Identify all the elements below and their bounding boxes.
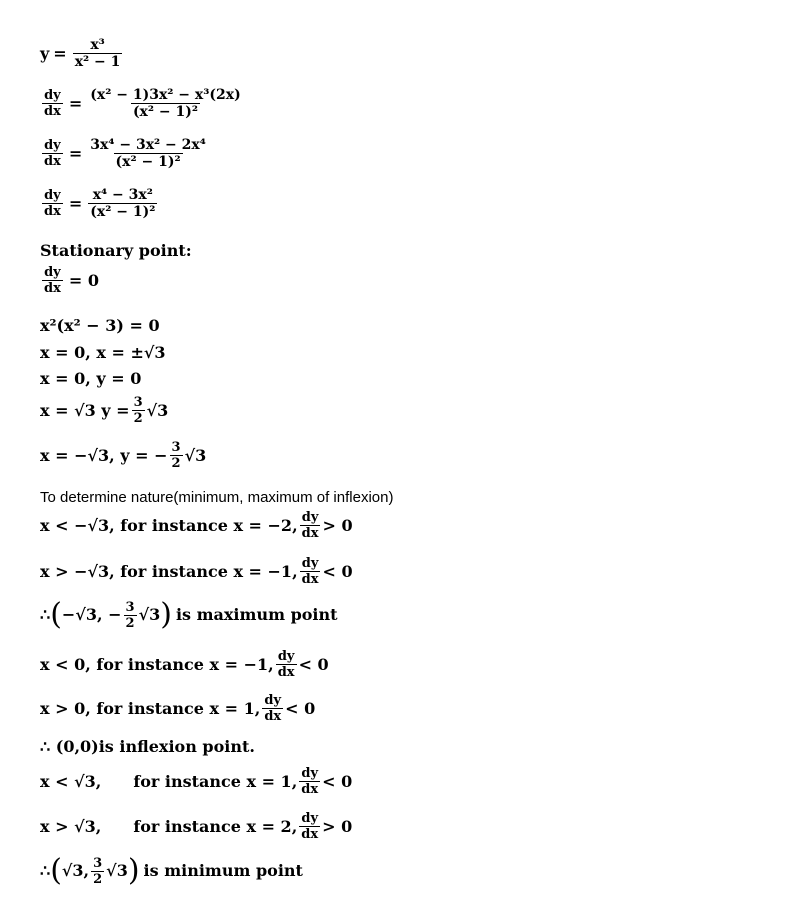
denominator: dx [44, 154, 61, 169]
numerator: dy [277, 649, 295, 664]
post-text: is maximum point [175, 605, 338, 624]
post-text: < 0 [285, 698, 316, 718]
denominator: 2 [93, 871, 103, 887]
numerator: dy [301, 556, 319, 571]
numerator: x³ [90, 37, 105, 53]
mid-text: for instance x = 1, [133, 771, 298, 791]
fraction-dydx [42, 89, 63, 118]
test-line-5 [40, 767, 352, 796]
denominator: 2 [133, 411, 143, 426]
equation-y [40, 38, 124, 69]
equation-dydx-zero [40, 266, 99, 295]
right-paren: ) [127, 853, 140, 888]
numerator: 3x⁴ − 3x² − 2x⁴ [90, 137, 206, 153]
equals-sign: = [68, 143, 83, 163]
fraction-dydx [276, 650, 297, 679]
post-text: < 0 [298, 654, 329, 674]
test-line-4 [40, 694, 315, 723]
coord-b: √3 [138, 605, 161, 624]
post-text: > 0 [322, 816, 353, 836]
coord-a: √3, [61, 861, 90, 880]
conclusion-inflexion: ∴ (0,0)is inflexion point. [40, 737, 255, 756]
test-line-2 [40, 557, 353, 586]
post-text: √3 [184, 445, 207, 465]
fraction-dydx [300, 557, 321, 586]
fraction-dydx [262, 694, 283, 723]
mid-text: for instance x = 2, [133, 816, 298, 836]
post-text: √3 [146, 400, 169, 420]
numerator: dy [301, 811, 319, 826]
denominator: dx [301, 782, 319, 797]
numerator: (x² − 1)3x² − x³(2x) [90, 87, 241, 103]
equals-sign: = [53, 43, 67, 63]
test-line-3 [40, 650, 329, 679]
denominator: dx [44, 104, 61, 119]
pre-text: x = −√3, y = − [40, 445, 168, 465]
equation-derivative-2 [40, 138, 210, 169]
equation-point-origin: x = 0, y = 0 [40, 369, 142, 388]
numerator: 3 [93, 855, 103, 871]
numerator: dy [44, 88, 61, 103]
test-line-1 [40, 511, 353, 540]
numerator: dy [301, 510, 319, 525]
fraction [124, 601, 137, 630]
numerator: dy [44, 188, 61, 203]
denominator: dx [44, 204, 61, 219]
fraction [88, 88, 242, 119]
test-line-6 [40, 812, 352, 841]
denominator: dx [301, 827, 319, 842]
pre-text: x < √3, [40, 771, 102, 791]
numerator: dy [264, 693, 282, 708]
left-paren: ( [50, 597, 62, 632]
heading-nature: To determine nature(minimum, maximum of inflexion) [40, 489, 394, 506]
equals-sign: = [68, 93, 83, 113]
left-paren: ( [50, 853, 62, 888]
lhs-text: y [40, 43, 50, 63]
equation-factored: x²(x² − 3) = 0 [40, 316, 160, 335]
fraction-dydx [42, 189, 63, 218]
fraction [132, 396, 145, 425]
fraction-dydx [42, 266, 63, 295]
numerator: 3 [171, 440, 181, 455]
numerator: dy [44, 265, 61, 280]
pre-text: x > −√3, for instance x = −1, [40, 561, 298, 581]
pre-text: x > √3, [40, 816, 102, 836]
equals-sign: = [68, 193, 83, 213]
post-text: is minimum point [143, 861, 303, 880]
numerator: 3 [133, 395, 143, 410]
denominator: 2 [171, 456, 181, 471]
fraction [88, 138, 208, 169]
conclusion-maximum [40, 597, 338, 632]
pre-text: x < 0, for instance x = −1, [40, 654, 274, 674]
fraction [170, 441, 183, 470]
fraction [73, 38, 123, 69]
denominator: (x² − 1)² [132, 104, 199, 120]
post-text: < 0 [322, 561, 353, 581]
denominator: dx [301, 572, 319, 587]
numerator: 3 [125, 599, 135, 615]
pre-text: x > 0, for instance x = 1, [40, 698, 261, 718]
fraction-dydx [42, 139, 63, 168]
equation-point-negative [40, 441, 206, 470]
post-text: > 0 [322, 515, 353, 535]
heading-stationary-point: Stationary point: [40, 241, 192, 260]
numerator: dy [44, 138, 61, 153]
pre-text: x < −√3, for instance x = −2, [40, 515, 298, 535]
denominator: 2 [125, 615, 135, 631]
denominator: dx [44, 281, 61, 296]
denominator: dx [277, 665, 295, 680]
therefore-sign: ∴ [40, 605, 51, 624]
rhs-text: = 0 [68, 270, 99, 290]
fraction-dydx [299, 767, 320, 796]
equation-derivative-1 [40, 88, 245, 119]
denominator: x² − 1 [74, 54, 121, 70]
coord-b: √3 [106, 861, 128, 880]
denominator: (x² − 1)² [90, 204, 156, 220]
numerator: dy [301, 766, 319, 781]
pre-text: x = √3 y = [40, 400, 130, 420]
denominator: dx [301, 526, 319, 541]
fraction-dydx [299, 812, 320, 841]
equation-point-positive [40, 396, 168, 425]
conclusion-minimum [40, 853, 303, 888]
fraction [88, 188, 157, 219]
coord-a: −√3, − [61, 605, 122, 624]
denominator: (x² − 1)² [115, 154, 181, 170]
right-paren: ) [160, 597, 172, 632]
denominator: dx [264, 709, 282, 724]
post-text: < 0 [322, 771, 353, 791]
therefore-sign: ∴ [40, 861, 51, 880]
fraction-dydx [300, 511, 321, 540]
numerator: x⁴ − 3x² [92, 187, 153, 203]
equation-roots: x = 0, x = ±√3 [40, 343, 166, 362]
equation-derivative-3 [40, 188, 159, 219]
fraction [91, 857, 104, 886]
